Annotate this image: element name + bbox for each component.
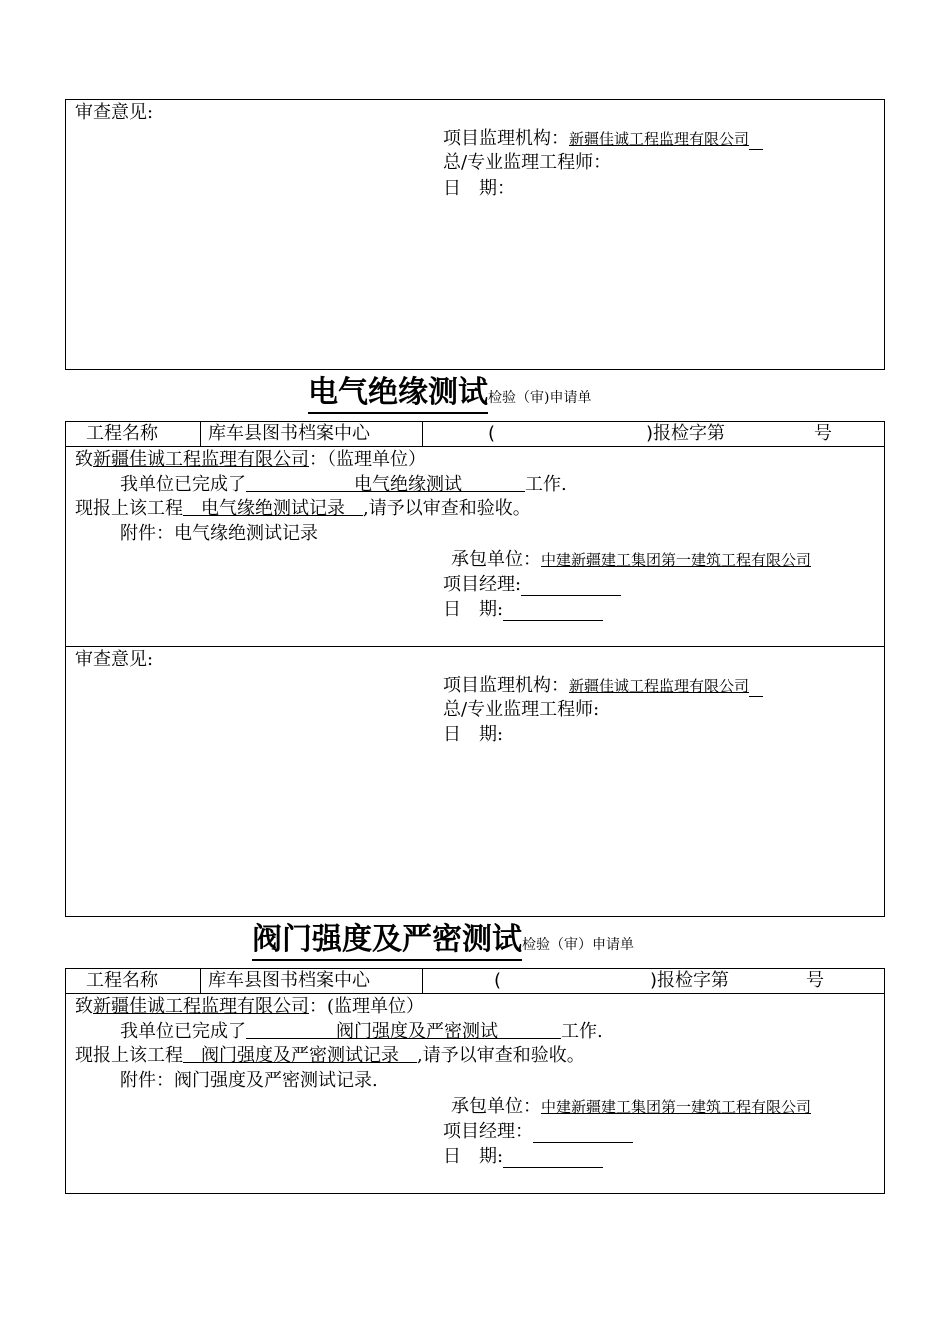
review-heading: 审查意见: [75,102,154,123]
form1-title [308,375,591,416]
form2-contractor-value: 中建新疆建工集团第一建筑工程有限公司 [541,1098,812,1116]
form1-to-org: 新疆佳诚工程监理有限公司 [93,449,309,470]
supervision-org-label: 项目监理机构： [443,128,569,149]
form1-supervision-org-line: 项目监理机构：新疆佳诚工程监理有限公司 [443,675,763,697]
form1-attachment: 附件：电气缘绝测试记录 [120,523,318,544]
report-no-suffix: 号 [814,423,832,444]
form2-done-line: 我单位已完成了 阀门强度及严密测试 工作. [120,1021,603,1042]
form1-contractor-value: 中建新疆建工集团第一建筑工程有限公司 [541,551,812,569]
form2-header-row: 工程名称 库车县图书档案中心 ( )报检字第 号 [65,968,885,994]
project-value: 库车县图书档案中心 [208,423,370,444]
form1-title-main: 电气绝缘测试 [308,375,488,414]
form2-report-line: 现报上该工程 阀门强度及严密测试记录 ,请予以审查和验收。 [75,1045,585,1066]
form2-contractor-line: 承包单位：中建新疆建工集团第一建筑工程有限公司 [451,1096,812,1117]
form1-to-line: 致新疆佳诚工程监理有限公司：（监理单位） [75,449,426,470]
form1-header-row [65,421,885,447]
form2-to-org: 新疆佳诚工程监理有限公司 [93,996,309,1017]
form1-review-heading: 审查意见: [75,649,154,670]
supervision-org-line [443,128,763,150]
form1-review-date-label: 日 期: [443,724,504,745]
form2-done-item: 阀门强度及严密测试 [336,1021,498,1042]
form2-report-item: 阀门强度及严密测试记录 [201,1045,399,1066]
form1-report-item: 电气缘绝测试记录 [201,498,345,519]
form1-done-line: 我单位已完成了 电气绝缘测试 工作. [120,474,567,495]
form2-attachment: 附件：阀门强度及严密测试记录. [120,1070,378,1091]
form1-manager-line: 项目经理: [443,574,621,596]
supervision-org-value: 新疆佳诚工程监理有限公司 [569,130,750,148]
form1-title-sub: 检验（审)申请单 [488,390,592,406]
form2-date-line: 日 期: [443,1146,603,1168]
form1-date-line: 日 期: [443,599,603,621]
form1-contractor-line: 承包单位：中建新疆建工集团第一建筑工程有限公司 [451,549,812,570]
form2-title [252,922,634,963]
form2-to-line: 致新疆佳诚工程监理有限公司：(监理单位） [75,996,425,1017]
form1-engineer-label: 总/专业监理工程师: [443,699,600,720]
project-label: 工程名称 [86,423,158,444]
engineer-label: 总/专业监理工程师： [443,152,612,173]
paren-open: ( [488,423,496,444]
form2-manager-line: 项目经理： [443,1121,633,1143]
report-no-label: )报检字第 [646,423,726,444]
review-date-label: 日 期： [443,178,515,199]
form1-report-line: 现报上该工程 电气缘绝测试记录 ,请予以审查和验收。 [75,498,531,519]
form2-title-main: 阀门强度及严密测试 [252,922,522,961]
form1-done-item: 电气绝缘测试 [354,474,462,495]
form2-title-sub: 检验（审）申请单 [522,937,634,953]
